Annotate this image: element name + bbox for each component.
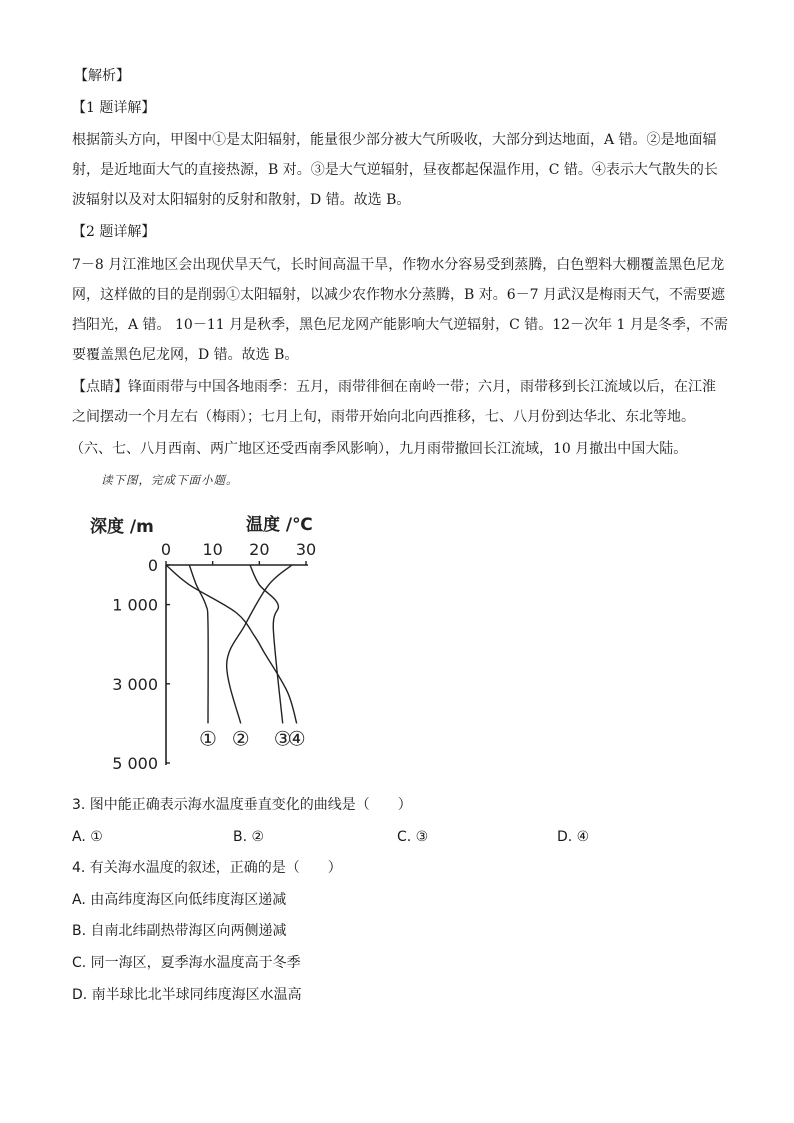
- q1-heading: 【1 题详解】: [72, 100, 156, 116]
- figure-prompt: 读下图，完成下面小题。: [101, 473, 239, 487]
- curve-label-3: ③: [273, 726, 292, 751]
- x-tick-label: 30: [295, 540, 317, 559]
- x-tick-label: 10: [202, 540, 223, 559]
- q4-option-a[interactable]: A. 由高纬度海区向低纬度海区递减: [72, 892, 287, 908]
- q4-option-c[interactable]: C. 同一海区，夏季海水温度高于冬季: [72, 955, 301, 971]
- q3-option-b[interactable]: B. ②: [233, 829, 265, 845]
- curve-label-2: ②: [231, 726, 250, 751]
- tip-line-1: 【点睛】锋面雨带与中国各地雨季：五月，雨带徘徊在南岭一带；六月，雨带移到长江流域以后，在江淮: [72, 379, 716, 395]
- q4-option-d[interactable]: D. 南半球比北半球同纬度海区水温高: [72, 987, 302, 1003]
- q2-text-line-1: 7－8 月江淮地区会出现伏旱天气，长时间高温干旱，作物水分容易受到蒸腾，白色塑料大棚覆盖黑色尼龙: [72, 257, 725, 273]
- q2-text-line-3: 挡阳光，A 错。 10－11 月是秋季，黑色尼龙网产能影响大气逆辐射，C 错。12－次年 1 月是冬季，不需: [72, 317, 728, 333]
- y-tick-label: 5 000: [112, 754, 158, 773]
- q2-heading: 【2 题详解】: [72, 224, 156, 240]
- q3-option-a[interactable]: A. ①: [72, 829, 103, 845]
- q2-text-line-4: 要覆盖黑色尼龙网，D 错。故选 B。: [72, 347, 299, 363]
- y-tick-label: 1 000: [112, 595, 158, 615]
- x-axis-title: 温度 /℃: [246, 515, 313, 535]
- temperature-depth-chart: [80, 505, 340, 785]
- curve-4: [166, 565, 297, 723]
- q3-stem: 3. 图中能正确表示海水温度垂直变化的曲线是（ ）: [72, 797, 412, 813]
- q4-option-b[interactable]: B. 自南北纬副热带海区向两侧递减: [72, 923, 287, 939]
- q3-option-d[interactable]: D. ④: [557, 829, 590, 845]
- q4-stem: 4. 有关海水温度的叙述，正确的是（ ）: [72, 860, 342, 876]
- q2-text-line-2: 网，这样做的目的是削弱①太阳辐射，以减少农作物水分蒸腾，B 对。6－7 月武汉是梅雨天气，不需要遮: [72, 287, 726, 303]
- curve-label-1: ①: [199, 726, 217, 751]
- x-tick-label: 20: [249, 540, 270, 559]
- q1-text-line-3: 波辐射以及对太阳辐射的反射和散射，D 错。故选 B。: [72, 192, 411, 208]
- curve-label-4: ④: [287, 726, 306, 751]
- curve-1: [189, 565, 208, 723]
- q1-text-line-2: 射，是近地面大气的直接热源，B 对。③是大气逆辐射，昼夜都起保温作用，C 错。④表示大气散失的长: [72, 162, 718, 178]
- tip-line-2: 之间摆动一个月左右（梅雨）；七月上旬，雨带开始向北向西推移，七、八月份到达华北、东北等地。: [72, 409, 695, 425]
- y-tick-label: 3 000: [112, 674, 158, 694]
- x-tick-label: 0: [160, 540, 172, 559]
- tip-line-3: （六、七、八月西南、两广地区还受西南季风影响），九月雨带撤回长江流域，10 月撤出中国大陆。: [70, 441, 688, 457]
- analysis-heading: 【解析】: [74, 68, 130, 84]
- y-axis-title: 深度 /m: [90, 517, 154, 537]
- q1-text-line-1: 根据箭头方向，甲图中①是太阳辐射，能量很少部分被大气所吸收，大部分到达地面，A 错。②是地面辐: [72, 132, 717, 148]
- y-tick-label: 0: [147, 556, 158, 575]
- q3-option-c[interactable]: C. ③: [397, 829, 429, 845]
